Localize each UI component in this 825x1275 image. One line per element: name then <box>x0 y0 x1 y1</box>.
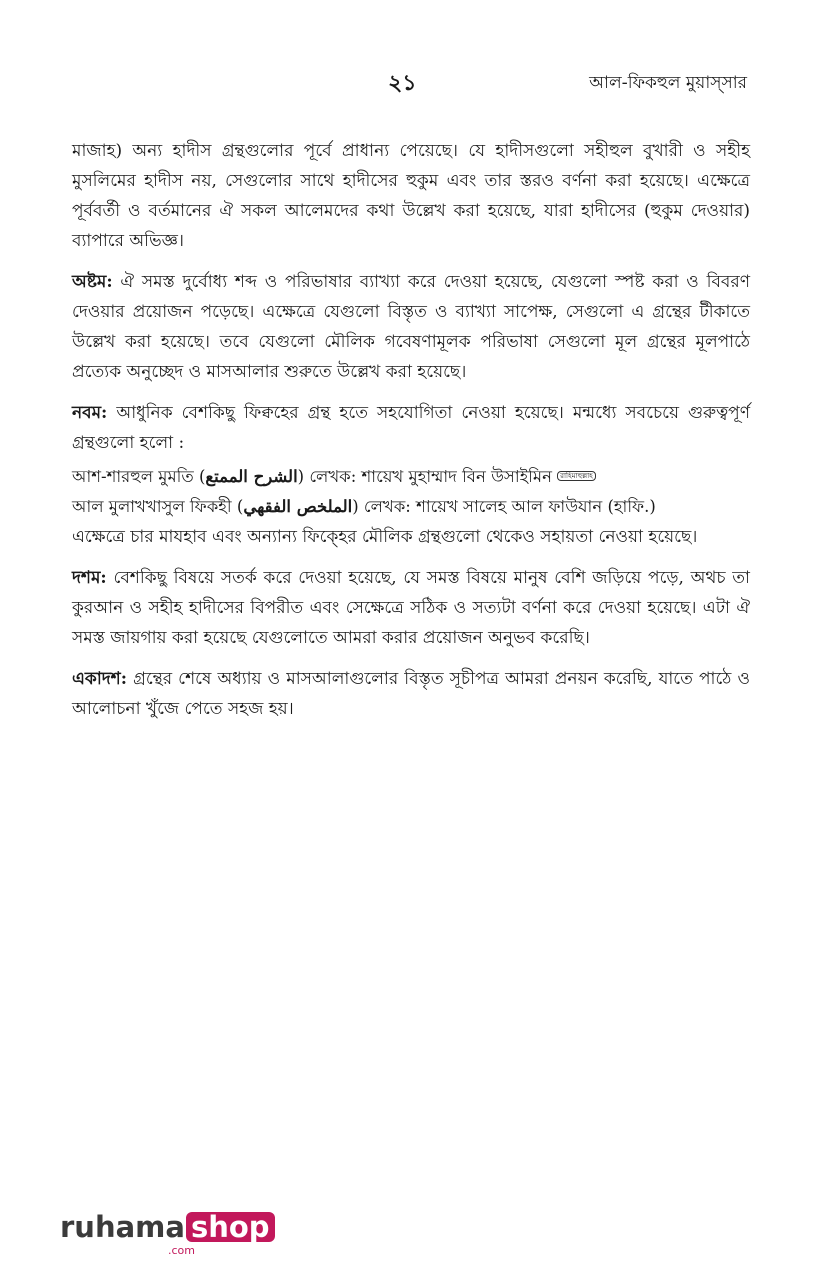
eleventh-label: একাদশ: <box>72 669 128 689</box>
paragraph-ninth-after: এক্ষেত্রে চার মাযহাব এবং অন্যান্য ফিক্হের মৌলিক গ্রন্থগুলো থেকেও সহায়তা নেওয়া হয়েছে। <box>72 527 698 547</box>
paragraph-eleventh <box>72 664 750 724</box>
paragraph-tenth <box>72 563 750 653</box>
tenth-text: বেশকিছু বিষয়ে সতর্ক করে দেওয়া হয়েছে, যে সমস্ত বিষয়ে মানুষ বেশি জড়িয়ে পড়ে, অথচ তা কুরআন ও সহীহ হাদীসের বিপরীত এবং সেক্ষেত্রে সঠিক ও সত্যটা বর্ণনা করে দেওয়া হয়েছে। এটা ঐ সমস্ত জায়গায় করা হয়েছে যেগুলোতে আমরা করার প্রয়োজন অনুভব করেছি। <box>72 568 750 648</box>
reference-2 <box>72 492 750 522</box>
tenth-label: দশম: <box>72 568 107 588</box>
eighth-text: ঐ সমস্ত দুর্বোধ্য শব্দ ও পরিভাষার ব্যাখ্যা করে দেওয়া হয়েছে, যেগুলো স্পষ্ট করা ও বিবরণ দেওয়ার প্রয়োজন পড়েছে। এক্ষেত্রে যেগুলো বিস্তৃত ও ব্যাখ্যা সাপেক্ষ, সেগুলো এ গ্রন্থের টীকাতে উল্লেখ করা হয়েছে। তবে যেগুলো মৌলিক গবেষণামূলক পরিভাষা সেগুলো মূল গ্রন্থের মূলপাঠে প্রত্যেক অনুচ্ছেদ ও মাসআলার শুরুতে উল্লেখ করা হয়েছে। <box>72 272 750 382</box>
paragraph-eighth <box>72 267 750 387</box>
ninth-text: আধুনিক বেশকিছু ফিক্বহের গ্রন্থ হতে সহযোগিতা নেওয়া হয়েছে। মন্মধ্যে সবচেয়ে গুরুত্বপূর্ণ গ্রন্থগুলো হলো : <box>72 403 750 453</box>
eighth-label: অষ্টম: <box>72 272 113 292</box>
ref1-arabic-title: الشرح الممتع <box>205 467 298 486</box>
logo-domain: .com <box>168 1244 195 1257</box>
ref1-pre: আশ-শারহুল মুমতি ( <box>72 467 206 486</box>
reference-1 <box>72 462 750 492</box>
ruhamashop-logo <box>60 1212 275 1242</box>
page-body <box>72 136 750 735</box>
eleventh-text: গ্রন্থের শেষে অধ্যায় ও মাসআলাগুলোর বিস্তৃত সূচীপত্র আমরা প্রনয়ন করেছি, যাতে পাঠে ও আলোচনা খুঁজে পেতে সহজ হয়। <box>72 669 750 719</box>
paragraph-ninth <box>72 398 750 458</box>
ref1-author: ) লেখক: শায়েখ মুহাম্মাদ বিন উসাইমিন <box>297 467 558 486</box>
page-number: ২১ <box>388 71 417 96</box>
logo-brand-right: shop <box>186 1212 275 1242</box>
honorific-badge: রাহিমাহুল্লাহ <box>557 471 596 481</box>
ref2-author: ) লেখক: শায়েখ সালেহ আল ফাউযান (হাফি.) <box>352 497 656 516</box>
ninth-label: নবম: <box>72 403 108 423</box>
ref2-pre: আল মুলাখখাসুল ফিকহী ( <box>72 497 244 516</box>
ref2-arabic-title: الملخص الفقهي <box>243 497 353 516</box>
paragraph-intro: মাজাহ) অন্য হাদীস গ্রন্থগুলোর পূর্বে প্রাধান্য পেয়েছে। যে হাদীসগুলো সহীহুল বুখারী ও সহীহ মুসলিমের হাদীস নয়, সেগুলোর সাথে হাদীসের হুকুম এবং তার স্তরও বর্ণনা করা হয়েছে। এক্ষেত্রে পূর্ববর্তী ও বর্তমানের ঐ সকল আলেমদের কথা উল্লেখ করা হয়েছে, যারা হাদীসের (হুকুম দেওয়ার) ব্যাপারে অভিজ্ঞ। <box>72 141 750 251</box>
logo-brand-left: ruhama <box>60 1210 185 1244</box>
running-head: আল-ফিকহুল মুয়াস্সার <box>589 73 747 93</box>
